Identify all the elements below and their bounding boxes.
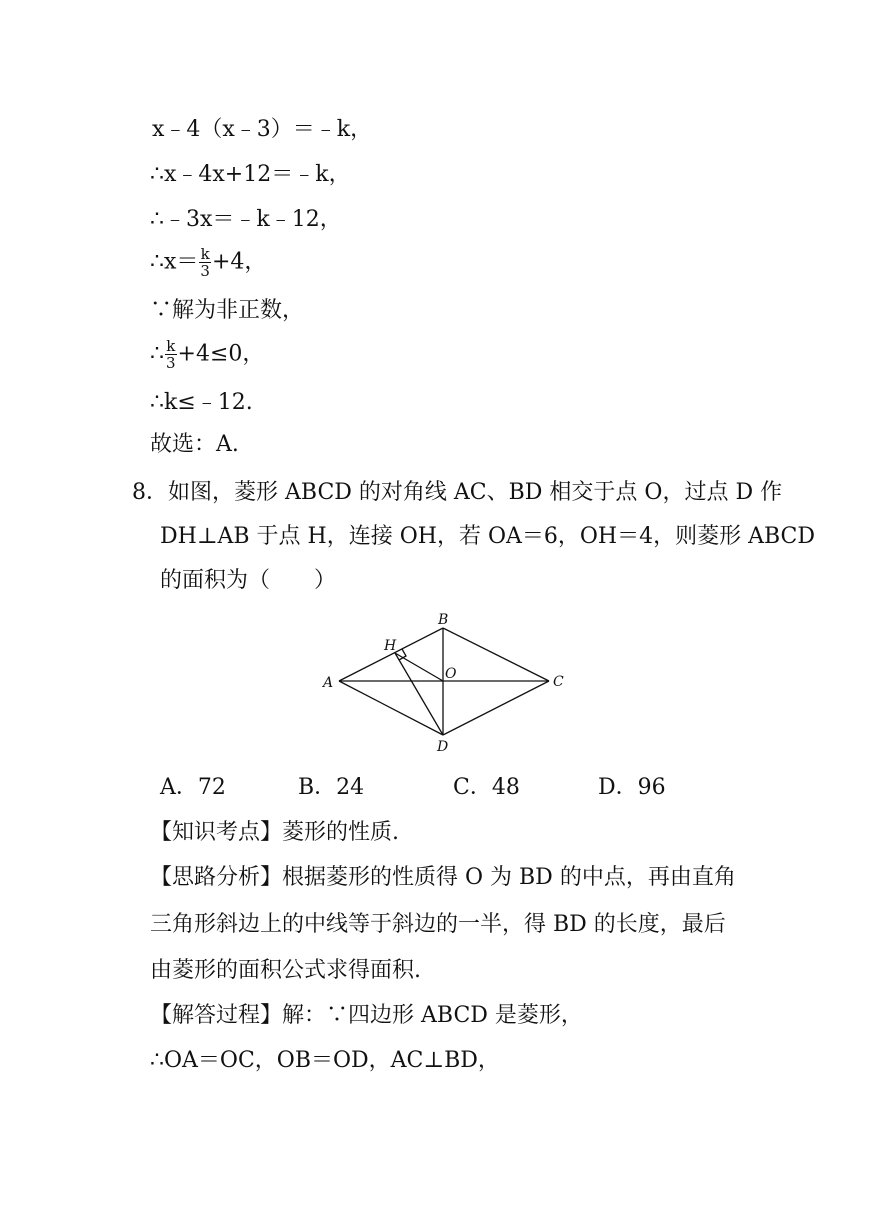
analysis-line-3: 由菱形的面积公式求得面积. bbox=[150, 958, 421, 983]
step-line-4 bbox=[150, 246, 266, 279]
step-line-8: 故选：A. bbox=[150, 432, 239, 457]
analysis-line-1: 【思路分析】根据菱形的性质得 O 为 BD 的中点，再由直角 bbox=[150, 865, 736, 890]
label-b: B bbox=[438, 612, 449, 628]
step-line-6 bbox=[150, 338, 264, 371]
segment-oh bbox=[395, 653, 443, 681]
step-6-prefix: ∴ bbox=[150, 341, 164, 367]
fraction-denominator: 3 bbox=[166, 354, 176, 372]
choice-d: D．96 bbox=[598, 775, 666, 800]
choice-b: B．24 bbox=[298, 775, 365, 800]
label-o: O bbox=[445, 666, 457, 682]
choice-a: A．72 bbox=[160, 775, 226, 800]
question-line-2: DH⊥AB 于点 H，连接 OH，若 OA＝6，OH＝4，则菱形 ABCD bbox=[160, 524, 816, 549]
label-h: H bbox=[384, 638, 397, 654]
solution-line-2: ∴OA＝OC，OB＝OD，AC⊥BD， bbox=[150, 1048, 500, 1073]
side-ab bbox=[339, 628, 443, 681]
question-line-3: 的面积为（ ） bbox=[160, 568, 337, 593]
step-line-2: ∴x﹣4x+12＝﹣k， bbox=[150, 162, 351, 187]
label-d: D bbox=[437, 739, 449, 755]
step-4-prefix: ∴x＝ bbox=[150, 249, 199, 275]
label-c: C bbox=[553, 674, 564, 690]
step-line-1: x﹣4（x﹣3）＝﹣k， bbox=[152, 117, 373, 142]
step-6-suffix: +4≤0， bbox=[177, 341, 265, 367]
analysis-line-2: 三角形斜边上的中线等于斜边的一半，得 BD 的长度，最后 bbox=[150, 912, 726, 937]
knowledge-point: 【知识考点】菱形的性质. bbox=[150, 820, 399, 845]
fraction-k-over-3 bbox=[199, 246, 211, 279]
step-4-suffix: +4， bbox=[211, 249, 267, 275]
side-cd bbox=[443, 681, 549, 735]
fraction-k-over-3 bbox=[165, 338, 177, 371]
solution-line-1: 【解答过程】解：∵四边形 ABCD 是菱形， bbox=[150, 1003, 583, 1028]
choice-c: C．48 bbox=[453, 775, 520, 800]
fraction-numerator: k bbox=[200, 245, 210, 263]
rhombus-figure bbox=[310, 608, 580, 760]
side-bc bbox=[443, 628, 549, 681]
fraction-numerator: k bbox=[166, 337, 176, 355]
step-line-7: ∴k≤﹣12. bbox=[150, 390, 253, 415]
step-line-3: ∴﹣3x＝﹣k﹣12， bbox=[150, 207, 342, 232]
fraction-denominator: 3 bbox=[200, 262, 210, 280]
label-a: A bbox=[323, 675, 334, 691]
question-line-1: 8．如图，菱形 ABCD 的对角线 AC、BD 相交于点 O，过点 D 作 bbox=[132, 480, 783, 505]
step-line-5: ∵解为非正数， bbox=[150, 298, 305, 323]
